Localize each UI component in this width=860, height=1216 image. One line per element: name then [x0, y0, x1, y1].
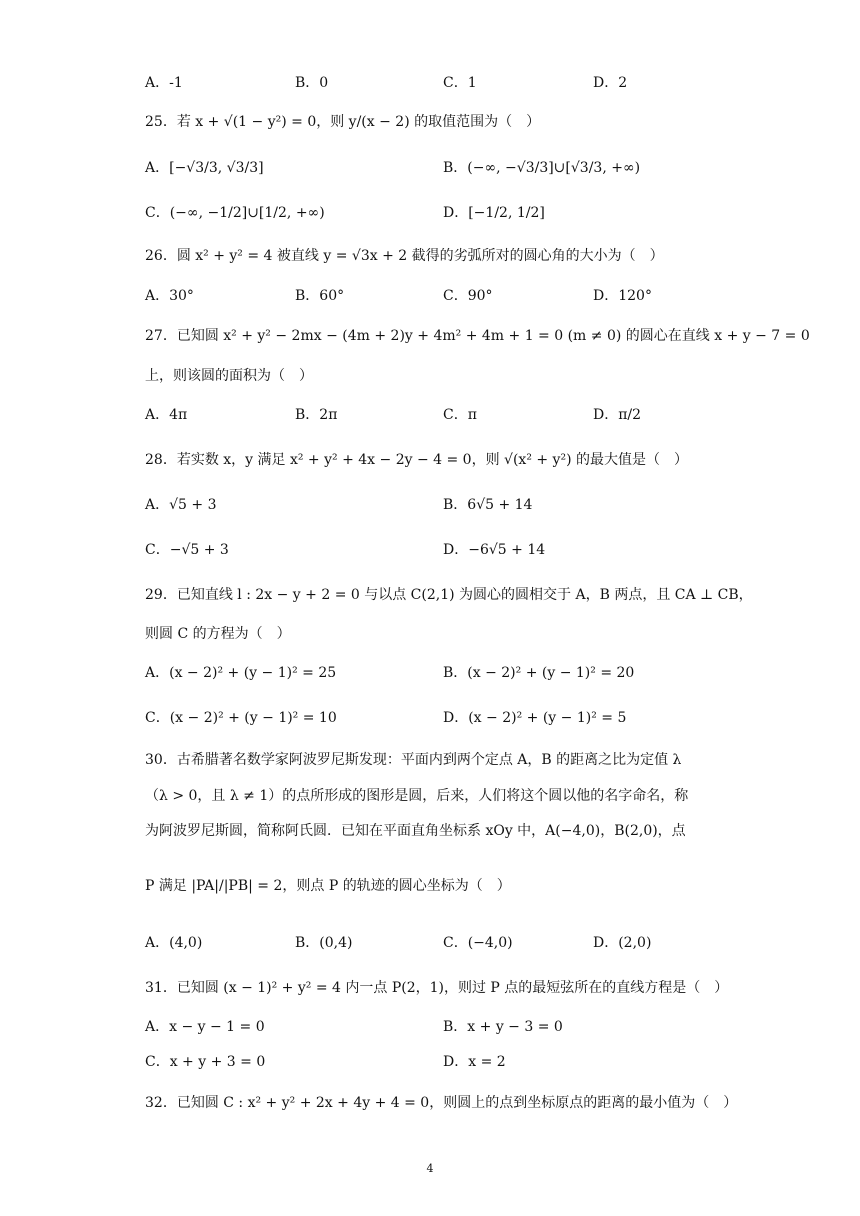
page-number: 4	[426, 1162, 434, 1175]
q29-option-b: B．(x − 2)² + (y − 1)² = 20	[443, 665, 635, 681]
q29-option-c: C．(x − 2)² + (y − 1)² = 10	[145, 710, 337, 726]
q27-option-b: B．2π	[295, 407, 338, 423]
q31-stem: 31．已知圆 (x − 1)² + y² = 4 内一点 P(2，1)，则过 P 点的最短弦所在的直线方程是（ ）	[145, 980, 729, 996]
q24-option-b: B．0	[295, 75, 329, 91]
q28-option-d: D．−6√5 + 14	[443, 542, 546, 558]
q27-option-d: D．π/2	[593, 407, 642, 423]
q28-stem: 28．若实数 x，y 满足 x² + y² + 4x − 2y − 4 = 0，则 √(x² + y²) 的最大值是（ ）	[145, 452, 688, 468]
q25-option-d: D．[−1/2, 1/2]	[443, 205, 545, 221]
q29-stem-line2: 则圆 C 的方程为（ ）	[145, 626, 291, 642]
q26-stem: 26．圆 x² + y² = 4 被直线 y = √3x + 2 截得的劣弧所对的圆心角的大小为（ ）	[145, 248, 664, 264]
q32-stem: 32．已知圆 C : x² + y² + 2x + 4y + 4 = 0，则圆上的点到坐标原点的距离的最小值为（ ）	[145, 1095, 738, 1111]
q30-stem-line3: 为阿波罗尼斯圆，简称阿氏圆．已知在平面直角坐标系 xOy 中，A(−4,0)，B(2,0)，点	[145, 823, 686, 839]
q24-option-c: C．1	[443, 75, 477, 91]
q25-option-b: B．(−∞, −√3/3]∪[√3/3, +∞)	[443, 160, 641, 176]
q24-option-a: A．-1	[145, 75, 183, 91]
q30-option-d: D．(2,0)	[593, 935, 652, 951]
q25-option-c: C．(−∞, −1/2]∪[1/2, +∞)	[145, 205, 325, 221]
q26-option-b: B．60°	[295, 288, 345, 304]
q25-option-a: A．[−√3/3, √3/3]	[145, 160, 264, 176]
q26-option-a: A．30°	[145, 288, 194, 304]
q26-option-d: D．120°	[593, 288, 652, 304]
q27-option-c: C．π	[443, 407, 477, 423]
q28-option-a: A．√5 + 3	[145, 497, 217, 513]
q29-option-d: D．(x − 2)² + (y − 1)² = 5	[443, 710, 627, 726]
q28-option-c: C．−√5 + 3	[145, 542, 229, 558]
q28-option-b: B．6√5 + 14	[443, 497, 533, 513]
q30-stem-line4: P 满足 |PA|/|PB| = 2，则点 P 的轨迹的圆心坐标为（ ）	[145, 878, 511, 894]
q30-stem-line2: （λ > 0，且 λ ≠ 1）的点所形成的图形是圆，后来，人们将这个圆以他的名字命名，称	[145, 788, 689, 804]
q30-option-c: C．(−4,0)	[443, 935, 513, 951]
q31-option-b: B．x + y − 3 = 0	[443, 1019, 563, 1035]
q29-stem: 29．已知直线 l : 2x − y + 2 = 0 与以点 C(2,1) 为圆心的圆相交于 A，B 两点，且 CA ⊥ CB，	[145, 587, 753, 603]
q30-stem: 30．古希腊著名数学家阿波罗尼斯发现：平面内到两个定点 A，B 的距离之比为定值 λ	[145, 752, 682, 768]
q27-stem: 27．已知圆 x² + y² − 2mx − (4m + 2)y + 4m² + 4m + 1 = 0 (m ≠ 0) 的圆心在直线 x + y − 7 = 0	[145, 328, 810, 344]
q30-option-b: B．(0,4)	[295, 935, 353, 951]
q25-stem: 25．若 x + √(1 − y²) = 0，则 y/(x − 2) 的取值范围为（ ）	[145, 114, 541, 130]
q30-option-a: A．(4,0)	[145, 935, 203, 951]
q29-option-a: A．(x − 2)² + (y − 1)² = 25	[145, 665, 337, 681]
q27-stem-line2: 上，则该圆的面积为（ ）	[145, 368, 313, 384]
q31-option-d: D．x = 2	[443, 1054, 506, 1070]
q24-option-d: D．2	[593, 75, 628, 91]
q26-option-c: C．90°	[443, 288, 493, 304]
q31-option-a: A．x − y − 1 = 0	[145, 1019, 265, 1035]
q27-option-a: A．4π	[145, 407, 188, 423]
q31-option-c: C．x + y + 3 = 0	[145, 1054, 266, 1070]
